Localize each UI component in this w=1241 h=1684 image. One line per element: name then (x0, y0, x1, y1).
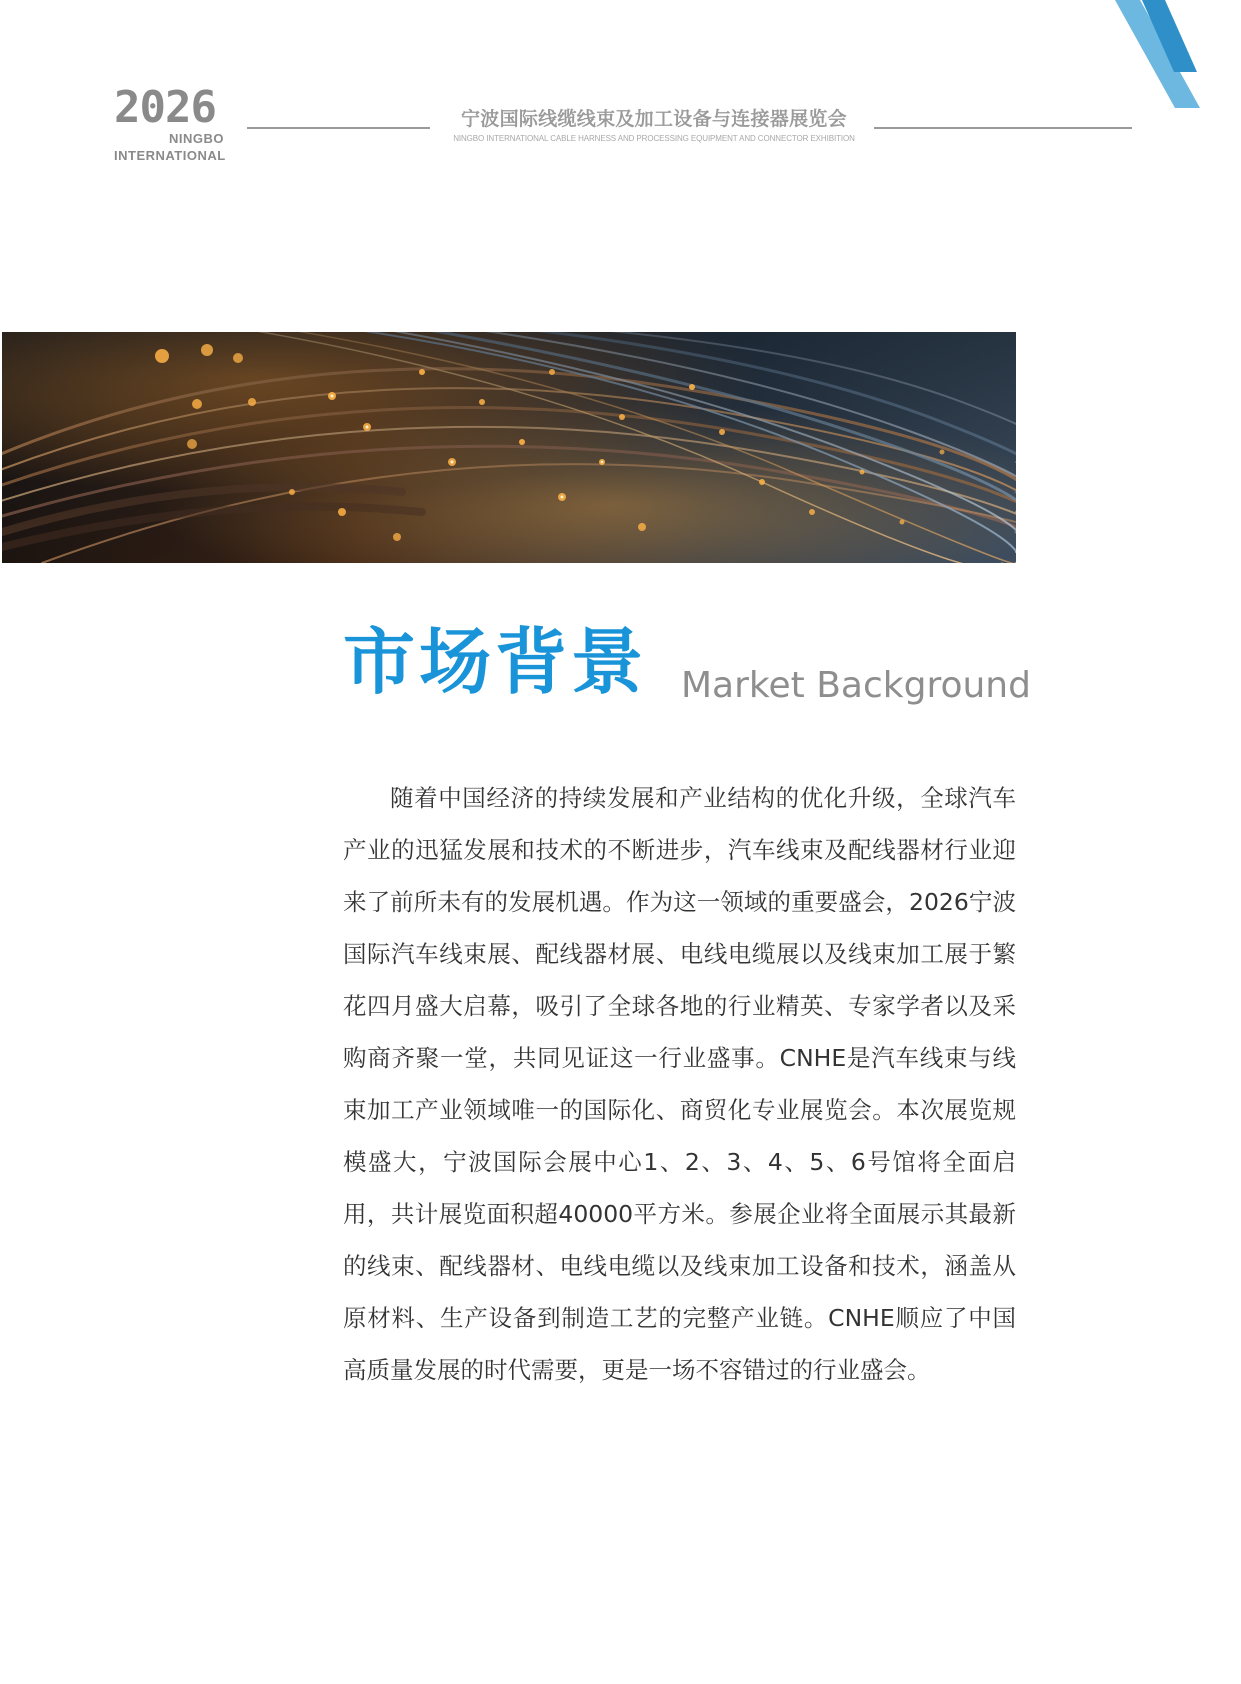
section-title-chinese: 市场背景 (343, 619, 648, 704)
market-background-paragraph: 随着中国经济的持续发展和产业结构的优化升级，全球汽车产业的迅猛发展和技术的不断进步，汽车线束及配线器材行业迎来了前所未有的发展机遇。作为这一领域的重要盛会，2026宁波国际汽车线束展、配线器材展、电线电缆展以及线束加工展于繁花四月盛大启幕，吸引了全球各地的行业精英、专家学者以及采购商齐聚一堂，共同见证这一行业盛事。CNHE是汽车线束与线束加工产业领域唯一的国际化、商贸化专业展览会。本次展览规模盛大，宁波国际会展中心1、2、3、4、5、6号馆将全面启用，共计展览面积超40000平方米。参展企业将全面展示其最新的线束、配线器材、电线电缆以及线束加工设备和技术，涵盖从原材料、生产设备到制造工艺的完整产业链。CNHE顺应了中国高质量发展的时代需要，更是一场不容错过的行业盛会。 (343, 784, 1016, 1384)
logo-city: NINGBO (169, 131, 224, 146)
header-rule-right (874, 127, 1132, 129)
logo-international: INTERNATIONAL (114, 148, 226, 163)
header-rule-left (247, 127, 430, 129)
section-title-english: Market Background (681, 665, 1031, 706)
fiber-optic-banner-image (2, 332, 1016, 563)
header-subtitle: NINGBO INTERNATIONAL CABLE HARNESS AND PROCESSING EQUIPMENT AND CONNECTOR EXHIBITION (453, 134, 855, 143)
exhibition-logo (114, 82, 226, 164)
logo-year: 2026 (114, 82, 216, 133)
header-title: 宁波国际线缆线束及加工设备与连接器展览会 (460, 108, 847, 130)
